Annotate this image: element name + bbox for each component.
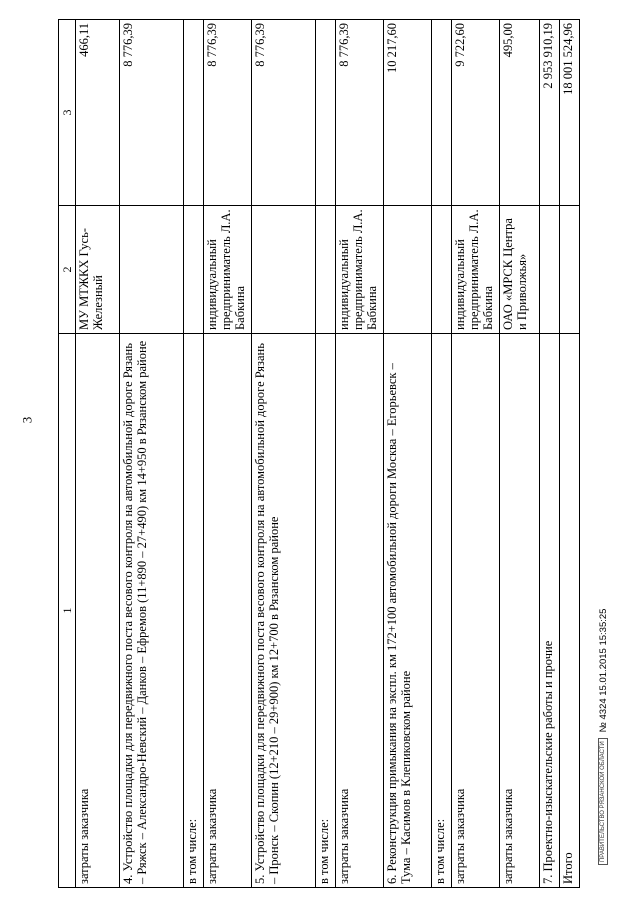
cell-c2: [384, 206, 432, 334]
cell-c1: 4. Устройство площадки для передвижного поста весового контроля на автомобильной дороге Рязань – Ряжск – Александро-Невский – Данков – Ефремов (11+890 – 27+490) км 14+950 в Рязанском районе: [120, 334, 184, 888]
table-row: [252, 20, 316, 888]
table-row: [184, 20, 204, 888]
cell-c2: МУ МТЖКХ Гусь-Железный: [76, 206, 120, 334]
cell-c3: 18 001 524,96: [560, 20, 580, 206]
cell-c2: [120, 206, 184, 334]
cell-c1: 5. Устройство площадки для передвижного поста весового контроля на автомобильной дороге Рязань – Пронск – Скопин (12+210 – 29+900) км 12+700 в Рязанском районе: [252, 334, 316, 888]
cell-c3: [184, 20, 204, 206]
cell-c3: 2 953 910,19: [540, 20, 560, 206]
cell-c1: Итого: [560, 334, 580, 888]
table-row: [76, 20, 120, 888]
table-row: [560, 20, 580, 888]
stamp-logo: ПРАВИТЕЛЬСТВО РЯЗАНСКОЙ ОБЛАСТИ: [598, 738, 608, 865]
cell-c3: 8 776,39: [120, 20, 184, 206]
page-number: 3: [19, 416, 35, 424]
cell-c1: в том числе:: [316, 334, 336, 888]
cell-c1: в том числе:: [184, 334, 204, 888]
table-row: [316, 20, 336, 888]
table-row: [452, 20, 500, 888]
stamp-text: № 4324 15.01.2015 15:35:25: [597, 608, 609, 733]
cell-c1: затраты заказчика: [452, 334, 500, 888]
cell-c3: 466,11: [76, 20, 120, 206]
cell-c1: затраты заказчика: [336, 334, 384, 888]
cell-c3: [316, 20, 336, 206]
header-row: [59, 20, 76, 888]
cell-c2: индивидуальный предприниматель Л.А. Бабкина: [204, 206, 252, 334]
cell-c1: в том числе:: [432, 334, 452, 888]
cell-c3: 8 776,39: [336, 20, 384, 206]
table-row: [336, 20, 384, 888]
registration-stamp: [589, 608, 617, 865]
cell-c1: 7. Проектно-изыскательские работы и прочие: [540, 334, 560, 888]
cell-c2: [184, 206, 204, 334]
cell-c2: [540, 206, 560, 334]
rotated-page: [58, 20, 579, 888]
cell-c3: 495,00: [500, 20, 540, 206]
header-col-1: 1: [59, 334, 76, 888]
cell-c2: [316, 206, 336, 334]
cell-c2: ОАО «МРСК Центра и Приволжья»: [500, 206, 540, 334]
cell-c2: [252, 206, 316, 334]
cell-c3: [432, 20, 452, 206]
cell-c3: 9 722,60: [452, 20, 500, 206]
cell-c2: [432, 206, 452, 334]
header-col-2: 2: [59, 206, 76, 334]
cell-c1: затраты заказчика: [76, 334, 120, 888]
cell-c2: [560, 206, 580, 334]
table-row: [384, 20, 432, 888]
cell-c1: 6. Реконструкция примыкания на экспл. км 172+100 автомобильной дороги Москва – Егорьевск – Тума – Касимов в Клепиковском районе: [384, 334, 432, 888]
cell-c3: 10 217,60: [384, 20, 432, 206]
cell-c2: индивидуальный предприниматель Л.А. Бабкина: [336, 206, 384, 334]
table-row: [540, 20, 560, 888]
table-row: [432, 20, 452, 888]
cell-c1: затраты заказчика: [204, 334, 252, 888]
cell-c2: индивидуальный предприниматель Л.А. Бабкина: [452, 206, 500, 334]
cell-c3: 8 776,39: [204, 20, 252, 206]
cell-c3: 8 776,39: [252, 20, 316, 206]
table-row: [120, 20, 184, 888]
table-row: [500, 20, 540, 888]
cost-table: [58, 19, 580, 888]
header-col-3: 3: [59, 20, 76, 206]
cell-c1: затраты заказчика: [500, 334, 540, 888]
table-row: [204, 20, 252, 888]
